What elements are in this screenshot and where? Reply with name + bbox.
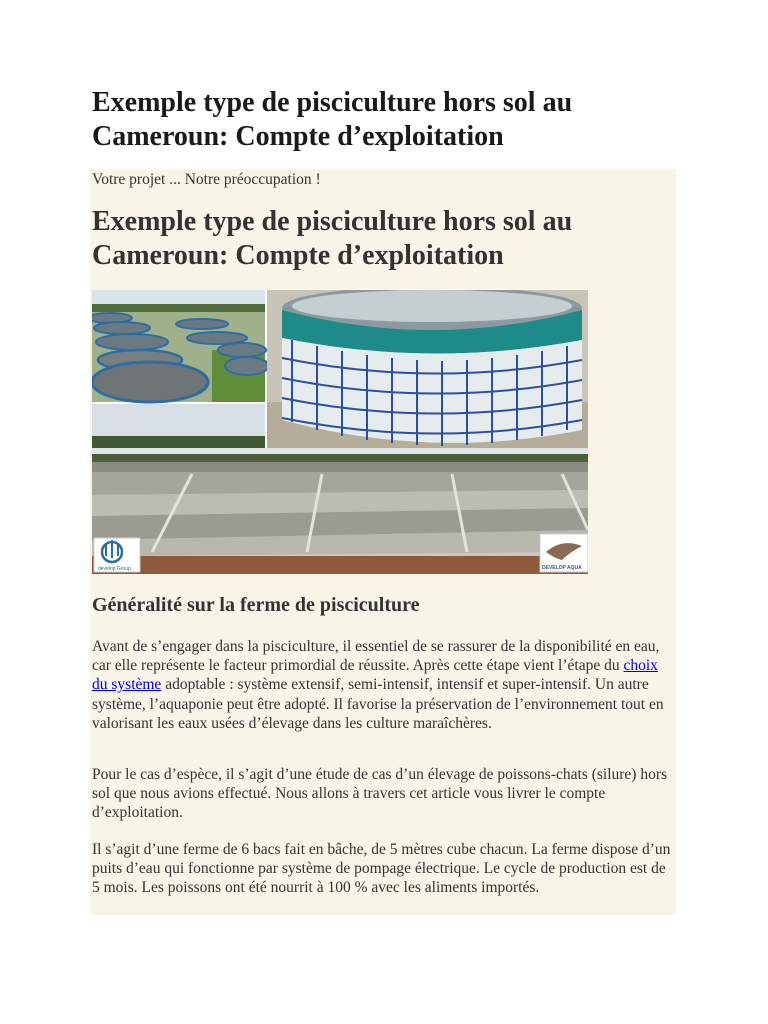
- paragraph-3: Il s’agit d’une ferme de 6 bacs fait en bâche, de 5 mètres cube chacun. La ferme dispose d’un puits d’eau qui fonctionne par système de pompage électrique. Le cycle de production est de 5 mois. Les poissons ont été nourrit à 100 % avec les aliments importés.: [92, 841, 671, 897]
- page-title: Exemple type de pisciculture hors sol au Cameroun: Compte d’exploitation: [92, 87, 573, 152]
- develop-group-logo: [94, 538, 140, 572]
- choix-du-systeme-link[interactable]: choix du système: [92, 657, 658, 694]
- article-content: [90, 169, 676, 915]
- paragraph-1: [92, 637, 674, 733]
- sky-trees-photo: [92, 404, 265, 448]
- develop-aqua-logo: [540, 534, 588, 572]
- concrete-tanks-photo: [92, 448, 588, 574]
- paragraph-2: Pour le cas d’espèce, il s’agit d’une étude de cas d’un élevage de poissons-chats (silure) hors sol que nous avions effectué. Nous allons à travers cet article vous livrer le compte d’exploitation.: [92, 766, 668, 822]
- article-title: Exemple type de pisciculture hors sol au Cameroun: Compte d’exploitation: [92, 206, 573, 271]
- fish-farm-photo-collage: [92, 290, 588, 574]
- logo-right-text: DEVELOP AQUA: [542, 565, 582, 571]
- section-heading: Généralité sur la ferme de pisciculture: [92, 594, 420, 616]
- paragraph-1-text-end: adoptable : système extensif, semi-intensif, intensif et super-intensif. Un autre système, l’aquaponie peut être adopté. Il favorise la préservation de l’environnement tout en valorisant les eaux usées d’élevage dans les culture maraîchères.: [92, 676, 664, 732]
- tarp-tank-photo: [267, 290, 588, 448]
- tagline: Votre projet ... Notre préoccupation !: [92, 171, 321, 188]
- paragraph-1-text-start: Avant de s’engager dans la pisciculture, il essentiel de se rassurer de la disponibilité en eau, car elle représente le facteur primordial de réussite. Après cette étape vient l’étape du: [92, 638, 660, 675]
- round-tanks-photo: [92, 290, 269, 402]
- logo-left-text: develop Group: [98, 566, 131, 572]
